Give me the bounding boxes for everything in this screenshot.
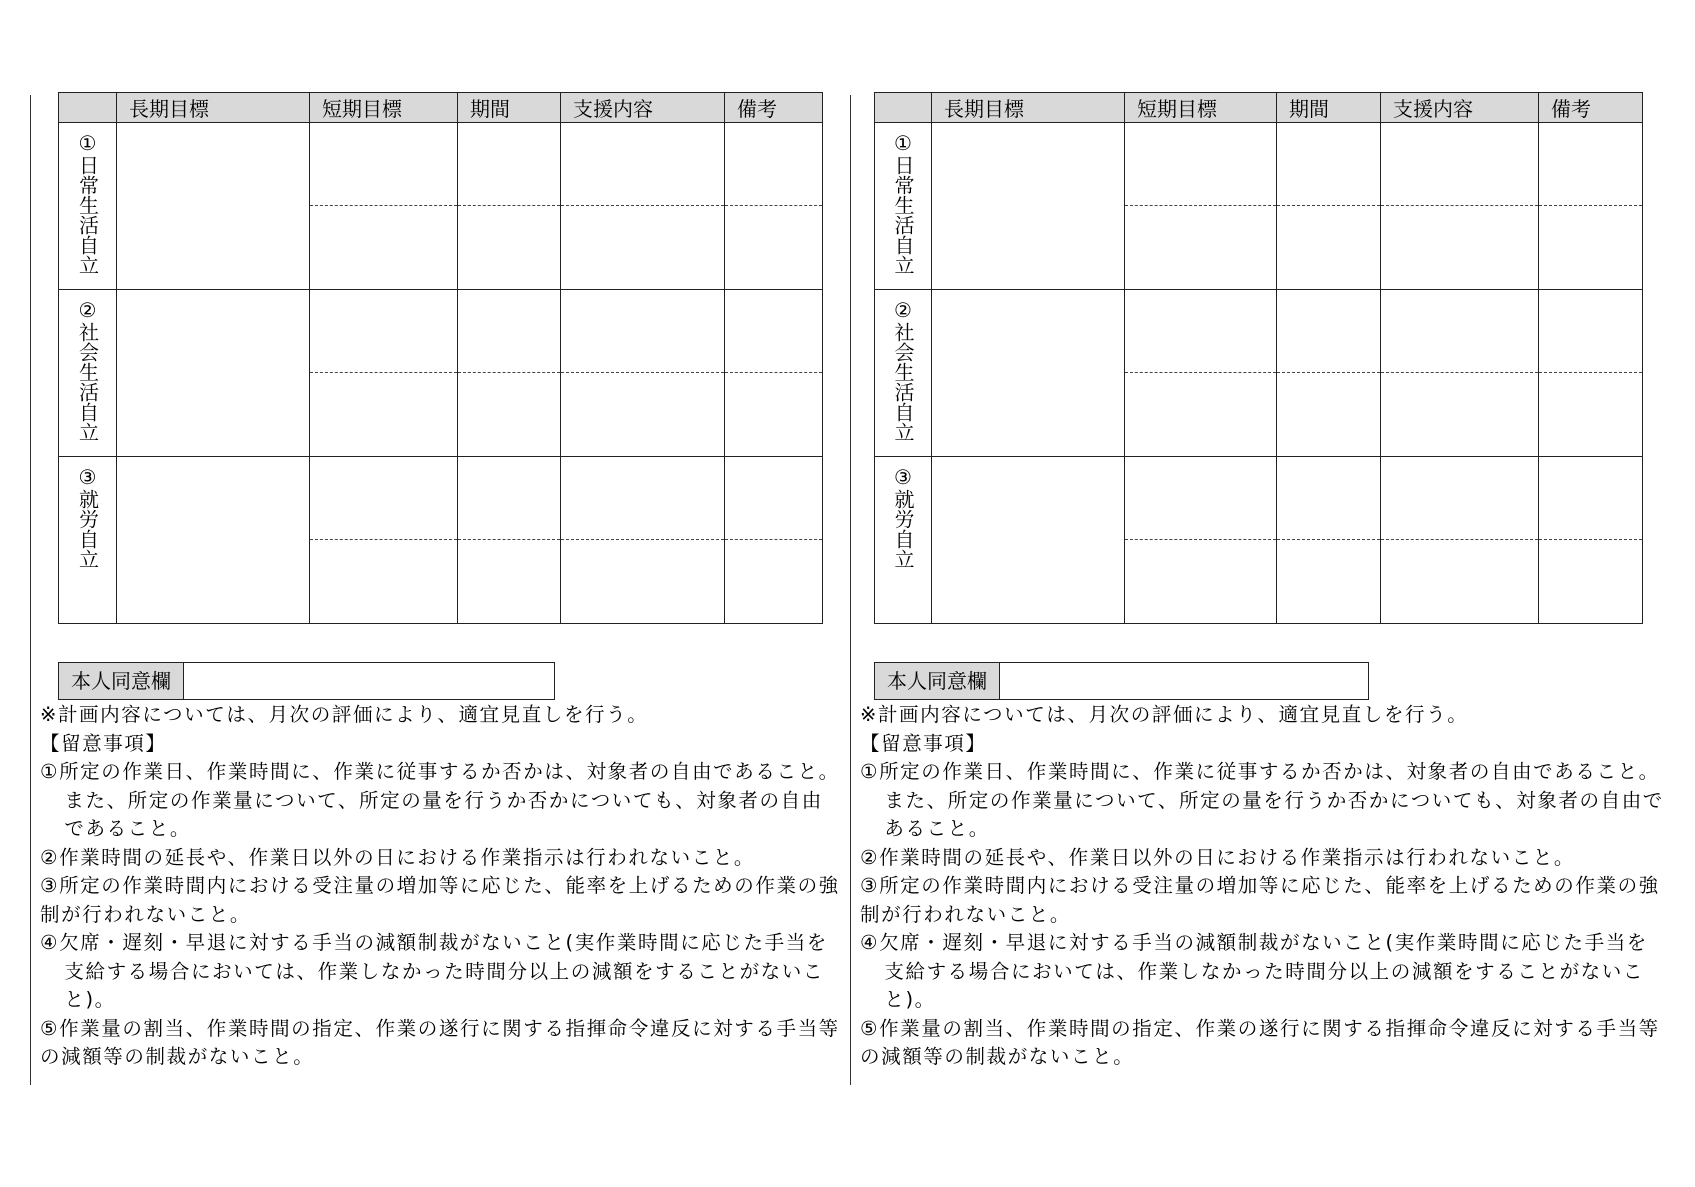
table-header-row xyxy=(875,93,1643,123)
left-margin-line xyxy=(30,95,31,1085)
table-row-employment xyxy=(875,457,1643,624)
consent-input-box[interactable] xyxy=(1000,663,1368,699)
row-label-text: ③就労自立 xyxy=(75,465,100,569)
consent-label: 本人同意欄 xyxy=(875,663,1000,699)
header-support-content: 支援内容 xyxy=(1381,93,1539,123)
row-label-text: ②社会生活自立 xyxy=(75,298,100,442)
long-term-goal-cell[interactable] xyxy=(932,457,1125,624)
period-cell[interactable] xyxy=(458,457,561,624)
header-corner xyxy=(875,93,932,123)
review-note: ※計画内容については、月次の評価により、適宜見直しを行う。 xyxy=(860,703,1469,726)
short-term-goal-cell[interactable] xyxy=(1125,123,1277,290)
plan-table xyxy=(58,92,823,624)
table-header-row xyxy=(59,93,823,123)
note-item-5: ⑤作業量の割当、作業時間の指定、作業の遂行に関する指揮命令違反に対する手当等の減額等の制裁がないこと。 xyxy=(860,1016,1660,1068)
remarks-cell[interactable] xyxy=(725,123,823,290)
table-row-daily-life xyxy=(875,123,1643,290)
note-item-3: ③所定の作業時間内における受注量の増加等に応じた、能率を上げるための作業の強制が行われないこと。 xyxy=(860,874,1660,926)
long-term-goal-cell[interactable] xyxy=(117,457,310,624)
support-content-cell[interactable] xyxy=(1381,123,1539,290)
period-cell[interactable] xyxy=(458,123,561,290)
row-label xyxy=(875,123,932,290)
short-term-goal-cell[interactable] xyxy=(1125,457,1277,624)
header-short-term-goal: 短期目標 xyxy=(1125,93,1277,123)
header-long-term-goal: 長期目標 xyxy=(932,93,1125,123)
support-content-cell[interactable] xyxy=(1381,290,1539,457)
note-item-1: ①所定の作業日、作業時間に、作業に従事するか否かは、対象者の自由であること。また、所定の作業量について、所定の量を行うか否かについても、対象者の自由であること。 xyxy=(40,760,840,840)
remarks-cell[interactable] xyxy=(1539,290,1643,457)
row-label xyxy=(875,457,932,624)
notes-left xyxy=(40,701,840,1072)
support-content-cell[interactable] xyxy=(1381,457,1539,624)
support-content-cell[interactable] xyxy=(561,290,725,457)
remarks-cell[interactable] xyxy=(1539,457,1643,624)
header-support-content: 支援内容 xyxy=(561,93,725,123)
row-label-text: ①日常生活自立 xyxy=(75,131,100,275)
remarks-cell[interactable] xyxy=(725,290,823,457)
notes-heading: 【留意事項】 xyxy=(40,731,167,755)
table-row-employment xyxy=(59,457,823,624)
note-item-2: ②作業時間の延長や、作業日以外の日における作業指示は行われないこと。 xyxy=(860,845,1575,869)
period-cell[interactable] xyxy=(1277,290,1381,457)
row-label xyxy=(59,123,117,290)
note-item-3: ③所定の作業時間内における受注量の増加等に応じた、能率を上げるための作業の強制が行われないこと。 xyxy=(40,874,840,926)
row-label xyxy=(59,457,117,624)
period-cell[interactable] xyxy=(1277,457,1381,624)
note-item-4: ④欠席・遅刻・早退に対する手当の減額制裁がないこと(実作業時間に応じた手当を支給する場合においては、作業しなかった時間分以上の減額をすることがないこと)。 xyxy=(40,931,828,1011)
notes-heading: 【留意事項】 xyxy=(860,731,987,755)
row-label-text: ③就労自立 xyxy=(891,465,915,569)
consent-field-right xyxy=(874,662,1369,700)
row-label-text: ②社会生活自立 xyxy=(891,298,915,442)
header-short-term-goal: 短期目標 xyxy=(310,93,458,123)
header-long-term-goal: 長期目標 xyxy=(117,93,310,123)
table-row-social-life xyxy=(59,290,823,457)
long-term-goal-cell[interactable] xyxy=(117,123,310,290)
short-term-goal-cell[interactable] xyxy=(1125,290,1277,457)
long-term-goal-cell[interactable] xyxy=(117,290,310,457)
header-period: 期間 xyxy=(458,93,561,123)
table-row-social-life xyxy=(875,290,1643,457)
short-term-goal-cell[interactable] xyxy=(310,457,458,624)
note-item-4: ④欠席・遅刻・早退に対する手当の減額制裁がないこと(実作業時間に応じた手当を支給する場合においては、作業しなかった時間分以上の減額をすることがないこと)。 xyxy=(860,931,1648,1011)
short-term-goal-cell[interactable] xyxy=(310,123,458,290)
header-remarks: 備考 xyxy=(1539,93,1643,123)
plan-table xyxy=(874,92,1643,624)
table-row-daily-life xyxy=(59,123,823,290)
review-note: ※計画内容については、月次の評価により、適宜見直しを行う。 xyxy=(40,703,649,726)
support-content-cell[interactable] xyxy=(561,457,725,624)
short-term-goal-cell[interactable] xyxy=(310,290,458,457)
header-corner xyxy=(59,93,117,123)
support-content-cell[interactable] xyxy=(561,123,725,290)
period-cell[interactable] xyxy=(1277,123,1381,290)
header-period: 期間 xyxy=(1277,93,1381,123)
remarks-cell[interactable] xyxy=(1539,123,1643,290)
note-item-5: ⑤作業量の割当、作業時間の指定、作業の遂行に関する指揮命令違反に対する手当等の減額等の制裁がないこと。 xyxy=(40,1016,840,1068)
panel-right xyxy=(874,92,1694,624)
period-cell[interactable] xyxy=(458,290,561,457)
note-item-1: ①所定の作業日、作業時間に、作業に従事するか否かは、対象者の自由であること。また、所定の作業量について、所定の量を行うか否かについても、対象者の自由であること。 xyxy=(860,760,1664,840)
row-label-text: ①日常生活自立 xyxy=(891,131,915,275)
long-term-goal-cell[interactable] xyxy=(932,123,1125,290)
header-remarks: 備考 xyxy=(725,93,823,123)
row-label xyxy=(875,290,932,457)
notes-right xyxy=(860,701,1668,1072)
consent-input-box[interactable] xyxy=(184,663,554,699)
row-label xyxy=(59,290,117,457)
long-term-goal-cell[interactable] xyxy=(932,290,1125,457)
consent-field-left xyxy=(58,662,555,700)
remarks-cell[interactable] xyxy=(725,457,823,624)
note-item-2: ②作業時間の延長や、作業日以外の日における作業指示は行われないこと。 xyxy=(40,845,755,869)
consent-label: 本人同意欄 xyxy=(59,663,184,699)
panel-left xyxy=(58,92,878,624)
